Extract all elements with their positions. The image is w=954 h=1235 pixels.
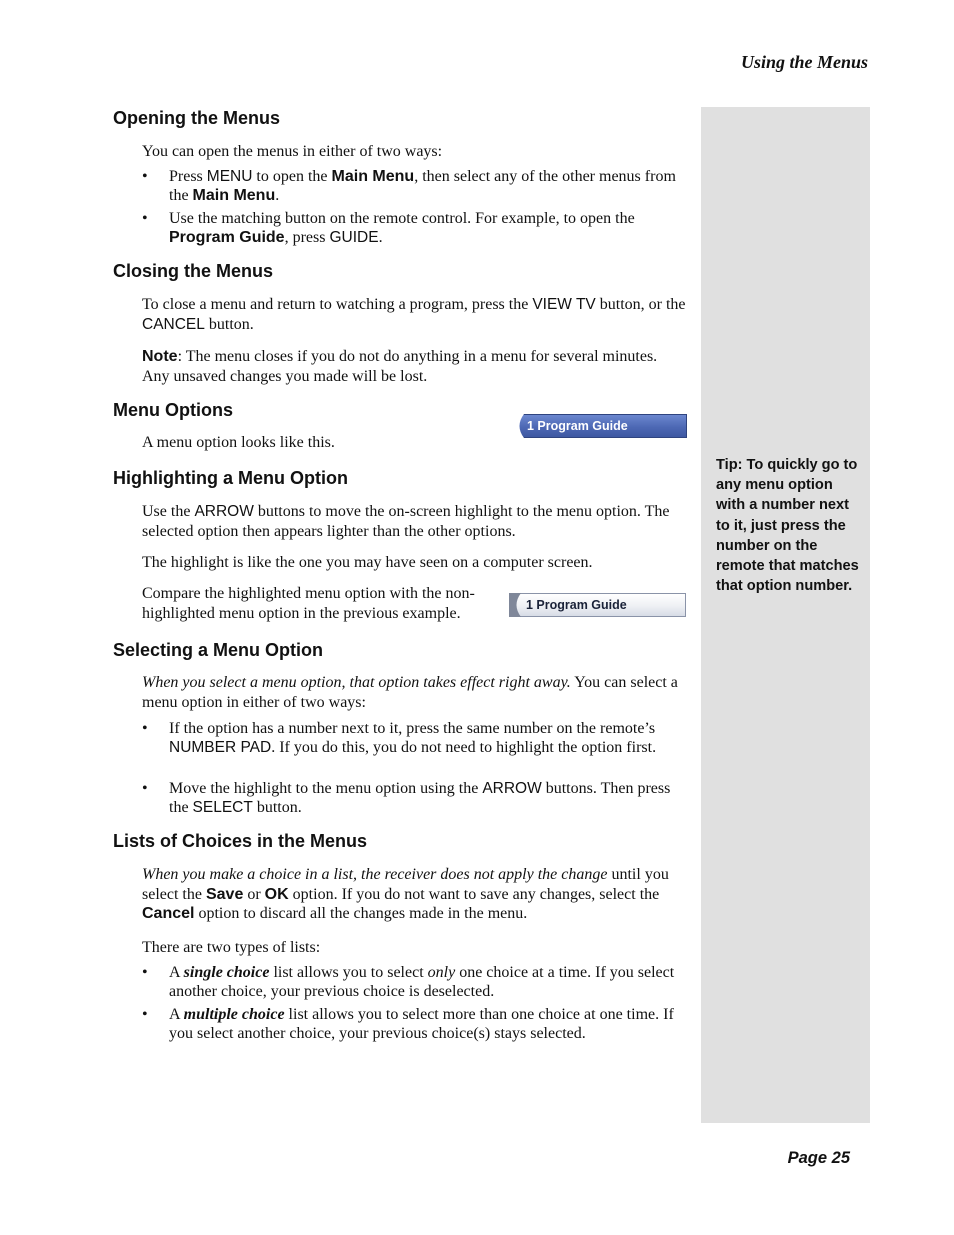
closing-paragraph: To close a menu and return to watching a program, press the VIEW TV button, or the CANCEL button. [142,296,686,333]
option-label: 1 Program Guide [526,598,627,612]
key-arrow: ARROW [482,780,542,797]
menu-name: Program Guide [169,229,285,246]
lists-bullet-2: • A multiple choice list allows you to select more than one choice at one time. If you select another choice, your previous choice(s) stays selected. [142,1006,674,1042]
selecting-p1: When you select a menu option, that option takes effect right away. You can select a menu option in either of two ways: [142,674,678,711]
option-label: 1 Program Guide [527,419,628,433]
heading-highlighting: Highlighting a Menu Option [113,468,348,488]
heading-opening-menus: Opening the Menus [113,108,281,128]
opening-bullet-2: • Use the matching button on the remote control. For example, to open the Program Guide, press GUIDE. [142,210,635,246]
sidebar-tip: Tip: To quickly go to any menu option with a number next to it, just press the number on the remote that matches that option number. [716,457,859,595]
key-menu: MENU [206,168,253,185]
option-notch-icon [512,414,524,438]
closing-note: Note: The menu closes if you do not do anything in a menu for several minutes. Any unsaved changes you made will be lost. [142,348,658,385]
option-notch-icon [509,593,521,617]
lists-p1: When you make a choice in a list, the receiver does not apply the change until you select the Save or OK option. If you do not want to save any changes, select the Cancel option to discard all the changes made in the menu. [142,866,669,922]
bullet-marker: • [142,1006,148,1023]
page-number: Page 25 [787,1149,850,1167]
key-number-pad: NUMBER PAD [169,739,272,756]
bullet-marker: • [142,780,148,797]
heading-lists-of-choices: Lists of Choices in the Menus [113,831,368,851]
bullet-marker: • [142,168,148,185]
key-cancel: CANCEL [142,315,205,333]
lists-bullet-1: • A single choice list allows you to select only one choice at a time. If you select another choice, your previous choice is deselected. [142,964,675,1000]
opening-intro: You can open the menus in either of two ways: [142,143,443,160]
bullet-marker: • [142,964,148,981]
selecting-bullet-2: • Move the highlight to the menu option using the ARROW buttons. Then press the SELECT button. [142,780,671,816]
lists-p2: There are two types of lists: [142,939,321,956]
highlighting-p1: Use the ARROW buttons to move the on-screen highlight to the menu option. The selected option then appears lighter than the other options. [142,503,670,540]
key-select: SELECT [192,799,253,816]
heading-selecting: Selecting a Menu Option [113,640,324,660]
note-label: Note [142,348,178,365]
menu-name: Main Menu [331,168,415,185]
key-view-tv: VIEW TV [532,296,596,313]
menu-options-text: A menu option looks like this. [142,434,335,451]
opening-bullet-1: • Press MENU to open the Main Menu, then select any of the other menus from the Main Menu. [142,168,676,204]
heading-menu-options: Menu Options [113,400,233,420]
menu-option-highlighted-example [509,593,686,617]
option-save: Save [205,885,244,903]
menu-option-example [512,414,687,438]
menu-name: Main Menu [192,187,276,204]
highlighting-p2: The highlight is like the one you may have seen on a computer screen. [142,554,593,571]
selecting-bullet-1: • If the option has a number next to it, press the same number on the remote’s NUMBER PAD. If you do this, you do not need to highlight the option first. [142,720,657,756]
key-arrow: ARROW [194,503,254,520]
sidebar-margin [701,107,870,1123]
bullet-marker: • [142,210,148,227]
heading-closing-menus: Closing the Menus [113,261,274,281]
running-header: Using the Menus [740,52,868,72]
option-ok: OK [264,885,289,903]
key-guide: GUIDE [329,229,379,246]
highlighting-p3: Compare the highlighted menu option with the non-highlighted menu option in the previous example. [142,585,475,622]
option-cancel: Cancel [142,905,195,922]
bullet-marker: • [142,720,148,737]
